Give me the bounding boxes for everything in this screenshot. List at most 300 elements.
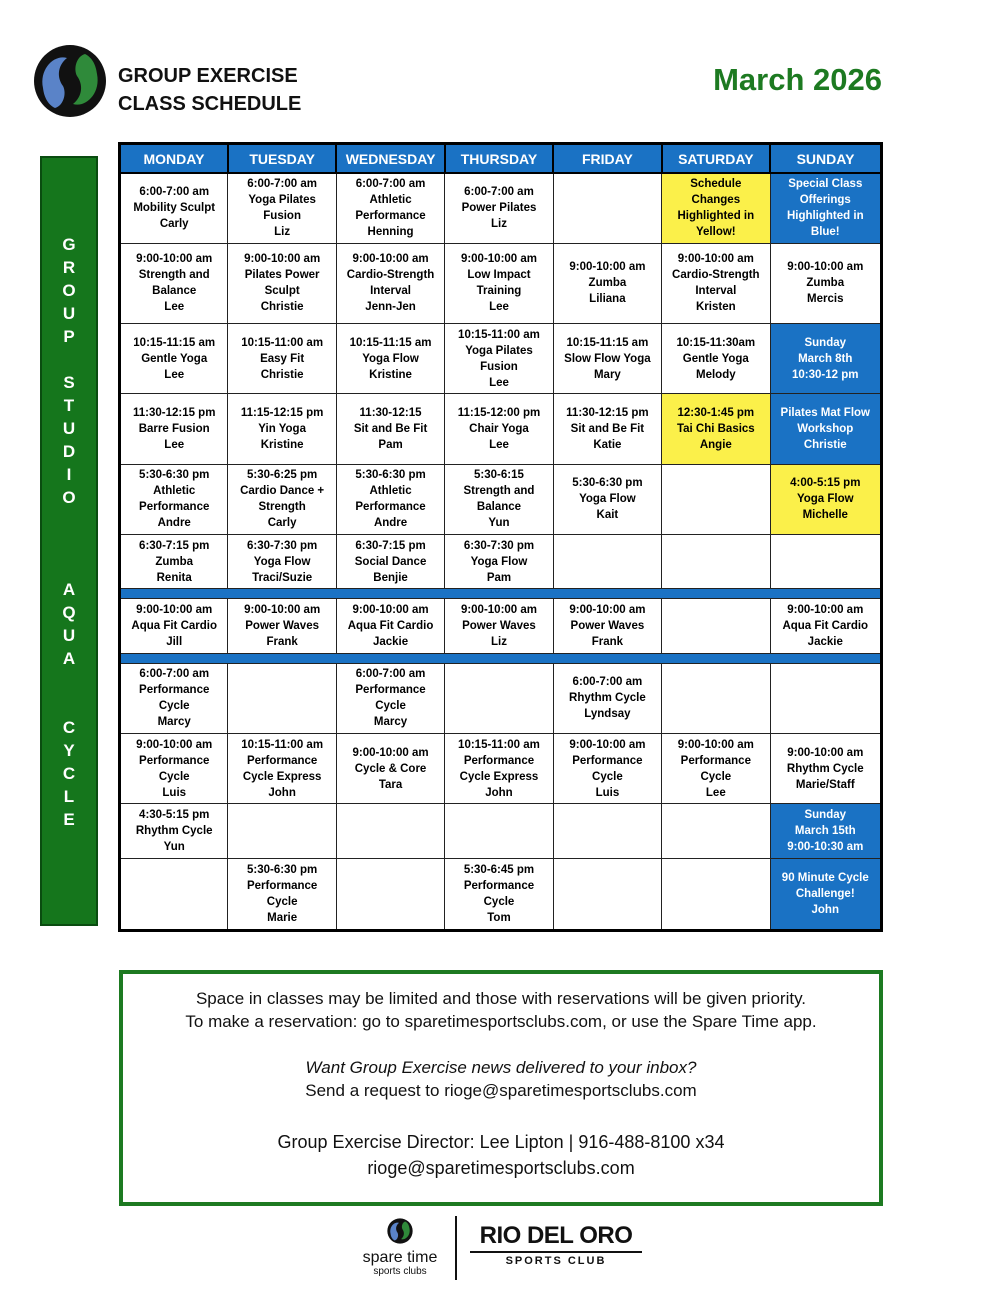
schedule-row <box>120 858 882 930</box>
sidebar-letter: E <box>63 810 75 829</box>
day-header-thursday: THURSDAY <box>445 144 553 174</box>
class-cell <box>336 663 444 733</box>
class-cell-line: 9:00-10:00 am <box>352 746 429 759</box>
class-cell-line: Schedule <box>690 178 742 191</box>
schedule-row <box>120 464 882 534</box>
class-cell-line: Interval <box>695 285 737 298</box>
class-cell-line: 90 Minute Cycle <box>781 871 869 884</box>
class-cell <box>770 804 881 858</box>
day-header-monday: MONDAY <box>120 144 228 174</box>
newsletter-request: Send a request to rioge@sparetimesportsclubs.com <box>305 1081 697 1100</box>
class-cell-line: Renita <box>156 571 192 584</box>
class-cell <box>445 858 553 930</box>
sidebar-letter: C <box>62 764 76 783</box>
schedule-row <box>120 663 882 733</box>
class-cell-line: Cycle & Core <box>354 762 427 775</box>
sidebar-letter: G <box>62 235 76 254</box>
schedule-row <box>120 394 882 464</box>
class-cell-line: Tara <box>378 778 403 791</box>
class-cell <box>662 243 770 323</box>
empty-cell <box>228 804 336 858</box>
sidebar-gap <box>42 670 96 693</box>
class-cell-line: Tai Chi Basics <box>676 423 755 436</box>
class-cell-line: 6:00-7:00 am <box>572 676 643 689</box>
spare-time-logo-icon <box>33 44 107 118</box>
sidebar-gap <box>42 693 96 716</box>
class-cell-line: 9:00-10:00 am <box>460 253 538 266</box>
sidebar-letter: T <box>63 396 75 415</box>
class-cell <box>445 243 553 323</box>
class-cell <box>662 324 770 394</box>
class-cell-line: 10:15-11:15 am <box>566 336 649 349</box>
class-cell-line: Sculpt <box>264 285 300 298</box>
class-cell-line: Lee <box>164 439 185 452</box>
class-cell <box>120 243 228 323</box>
day-header-row <box>120 144 882 174</box>
schedule-row <box>120 173 882 243</box>
class-cell-line: Michelle <box>802 509 848 522</box>
class-cell-line: Christie <box>260 368 304 381</box>
class-cell-line: Rhythm Cycle <box>135 824 213 837</box>
class-cell-line: Kristen <box>696 301 736 314</box>
class-cell <box>120 464 228 534</box>
class-cell-line: Cycle <box>592 770 623 783</box>
class-cell-line: 5:30-6:15 <box>474 469 524 482</box>
class-cell-line: Changes <box>691 194 741 207</box>
class-cell-line: Sit and Be Fit <box>353 423 428 436</box>
class-cell-line: 5:30-6:30 pm <box>572 477 643 490</box>
class-cell-line: Yoga Pilates <box>248 194 316 207</box>
class-cell <box>553 464 661 534</box>
class-cell-line: 6:00-7:00 am <box>139 186 210 199</box>
class-cell-line: 4:30-5:15 pm <box>139 808 210 821</box>
class-cell-line: Angie <box>699 439 732 452</box>
class-cell-line: 9:00-10:00 am <box>352 253 429 266</box>
class-cell-line: 9:00-10:00 am <box>244 253 321 266</box>
class-cell-line: 10:15-11:00 am <box>458 328 540 341</box>
class-cell-line: Liz <box>490 636 507 649</box>
class-cell-line: Performance <box>463 754 535 767</box>
class-cell-line: Cycle <box>158 770 190 783</box>
class-cell-line: Cycle Express <box>242 770 322 783</box>
class-cell-line: Power Pilates <box>461 202 537 215</box>
class-cell-line: Christie <box>260 301 304 314</box>
class-cell-line: Zumba <box>806 277 845 290</box>
class-cell-line: 11:30-12:15 pm <box>566 407 649 420</box>
class-cell-line: Athletic <box>369 485 412 498</box>
director-contact: Group Exercise Director: Lee Lipton | 916-488-8100 x34 <box>277 1132 725 1152</box>
class-cell-line: Luis <box>162 786 187 799</box>
class-cell-line: Yoga Flow <box>253 555 311 568</box>
class-cell <box>336 464 444 534</box>
class-cell-line: Cardio-Strength <box>346 269 435 282</box>
class-cell-line: 10:15-11:15 am <box>133 336 216 349</box>
class-cell <box>228 243 336 323</box>
class-cell-line: Low Impact <box>467 269 531 282</box>
class-cell-line: Henning <box>367 226 414 239</box>
class-cell-line: 9:00-10:00 am <box>352 604 429 617</box>
class-cell <box>770 173 881 243</box>
class-cell <box>770 394 881 464</box>
class-cell-line: Marie <box>267 911 298 924</box>
class-cell-line: Kait <box>596 509 619 522</box>
class-cell-line: 6:00-7:00 am <box>139 668 210 681</box>
class-cell-line: Pilates Power <box>244 269 320 282</box>
class-cell <box>336 243 444 323</box>
class-cell <box>770 324 881 394</box>
class-cell-line: Jackie <box>372 636 409 649</box>
footer-brand-sub: sports clubs <box>373 1266 427 1277</box>
class-cell <box>120 173 228 243</box>
class-cell <box>228 535 336 589</box>
sidebar-letter: O <box>62 488 76 507</box>
class-cell <box>553 733 661 803</box>
sidebar-letter: R <box>62 258 76 277</box>
class-cell-line: Jenn-Jen <box>365 301 416 314</box>
class-cell-line: 10:15-11:00 am <box>241 738 324 751</box>
class-cell-line: Performance <box>139 754 210 767</box>
class-cell <box>445 599 553 653</box>
class-cell-line: 9:00-10:00 am <box>677 253 754 266</box>
empty-cell <box>662 804 770 858</box>
class-cell-line: Performance <box>572 754 643 767</box>
class-cell <box>120 535 228 589</box>
sidebar-letter: A <box>62 580 76 599</box>
class-cell-line: Melody <box>696 368 736 381</box>
class-cell <box>553 599 661 653</box>
day-header-tuesday: TUESDAY <box>228 144 336 174</box>
empty-cell <box>662 464 770 534</box>
class-cell <box>553 243 661 323</box>
class-cell-line: 10:15-11:30am <box>676 336 756 349</box>
class-cell-line: Lee <box>489 376 509 389</box>
class-cell <box>336 599 444 653</box>
class-cell-line: Christie <box>803 439 847 452</box>
class-cell-line: Traci/Suzie <box>252 571 313 584</box>
class-cell-line: 10:15-11:15 am <box>349 336 432 349</box>
sidebar-letter: U <box>62 419 76 438</box>
class-cell-line: Pam <box>378 439 403 452</box>
class-cell-line: Aqua Fit Cardio <box>131 620 218 633</box>
class-cell <box>228 733 336 803</box>
class-cell-line: Gentle Yoga <box>682 352 749 365</box>
class-cell-line: Zumba <box>588 277 627 290</box>
class-cell-line: Jackie <box>807 636 843 649</box>
class-cell-line: 6:30-7:15 pm <box>355 539 426 552</box>
class-cell <box>336 394 444 464</box>
class-cell-line: Lee <box>164 301 185 314</box>
class-cell-line: Yoga Flow <box>470 555 528 568</box>
class-cell-line: Performance <box>246 879 318 892</box>
day-header-wednesday: WEDNESDAY <box>336 144 444 174</box>
empty-cell <box>445 663 553 733</box>
class-cell-line: Marie/Staff <box>795 778 855 791</box>
class-cell-line: 5:30-6:25 pm <box>246 469 318 482</box>
class-cell-line: 11:30-12:15 pm <box>132 407 216 420</box>
class-cell-line: Katie <box>593 439 622 452</box>
class-cell <box>120 663 228 733</box>
class-cell-line: Lyndsay <box>584 708 631 721</box>
class-cell-line: Lee <box>489 439 509 452</box>
class-cell-line: Yun <box>488 517 510 530</box>
class-cell-line: 5:30-6:30 pm <box>139 469 210 482</box>
class-cell <box>228 324 336 394</box>
class-cell-line: 5:30-6:45 pm <box>463 863 535 876</box>
class-cell-line: Marcy <box>157 716 191 729</box>
class-cell-line: Benjie <box>373 571 408 584</box>
empty-cell <box>120 858 228 930</box>
class-cell-line: Performance <box>355 501 426 514</box>
sidebar-letter: S <box>63 373 75 392</box>
class-cell-line: Rhythm Cycle <box>569 692 646 705</box>
title-line-1: GROUP EXERCISE <box>118 65 298 87</box>
class-cell-line: 9:00-10:00 am <box>569 738 646 751</box>
class-cell <box>445 464 553 534</box>
class-cell-line: Special Class <box>788 178 863 191</box>
class-cell-line: Strength and <box>463 485 535 498</box>
priority-note: Space in classes may be limited and those with reservations will be given priority. <box>195 989 807 1008</box>
class-cell-line: 9:00-10:00 am <box>569 604 646 617</box>
class-cell-line: Mobility Sculpt <box>133 202 216 215</box>
class-cell-line: Jill <box>166 636 183 649</box>
class-cell-line: Cycle <box>483 895 515 908</box>
class-cell-line: Performance <box>246 754 318 767</box>
class-cell <box>770 243 881 323</box>
club-name: RIO DEL ORO <box>479 1222 633 1249</box>
sidebar-word-group-studio <box>42 233 96 509</box>
class-cell-line: March 8th <box>798 352 853 365</box>
class-cell-line: 11:30-12:15 <box>359 407 422 420</box>
class-cell-line: 9:00-10:00 am <box>569 261 646 274</box>
class-cell-line: Rhythm Cycle <box>786 762 864 775</box>
class-cell-line: Performance <box>463 879 535 892</box>
empty-cell <box>770 535 881 589</box>
footer-brand <box>355 1218 445 1278</box>
club-subtitle: SPORTS CLUB <box>505 1255 607 1267</box>
class-schedule-table <box>118 142 883 932</box>
sidebar-letter: I <box>66 465 72 484</box>
class-cell <box>336 733 444 803</box>
class-cell-line: John <box>268 786 296 799</box>
empty-cell <box>553 858 661 930</box>
class-cell <box>553 663 661 733</box>
class-cell-line: Performance <box>355 684 426 697</box>
class-cell-line: Cycle <box>158 700 190 713</box>
class-cell-line: 4:00-5:15 pm <box>790 477 861 490</box>
empty-cell <box>662 599 770 653</box>
class-cell-line: Cycle <box>375 700 406 713</box>
class-cell-line: Yoga Flow <box>362 352 419 365</box>
class-cell-line: Tom <box>487 911 511 924</box>
class-cell-line: 9:00-10:00 am <box>787 746 864 759</box>
class-cell <box>445 394 553 464</box>
schedule-row <box>120 535 882 589</box>
class-cell-line: 6:30-7:30 pm <box>246 539 318 552</box>
class-cell-line: 10:15-11:00 am <box>241 336 324 349</box>
class-cell-line: 10:15-11:00 am <box>458 738 540 751</box>
class-cell-line: Yoga Flow <box>579 493 636 506</box>
class-cell-line: Performance <box>139 684 210 697</box>
class-cell-line: Frank <box>591 636 624 649</box>
day-header-saturday: SATURDAY <box>662 144 770 174</box>
class-cell <box>336 324 444 394</box>
class-cell-line: Cardio-Strength <box>672 269 760 282</box>
separator-bar <box>120 589 882 599</box>
class-cell-line: Zumba <box>155 555 194 568</box>
class-cell-line: Pam <box>486 571 512 584</box>
class-cell-line: 9:00-10:00 am <box>460 604 538 617</box>
class-cell-line: 9:00-10:00 am <box>787 261 864 274</box>
class-cell-line: 9:00-10:00 am <box>787 604 864 617</box>
class-cell <box>336 173 444 243</box>
day-header-sunday: SUNDAY <box>770 144 881 174</box>
class-cell-line: Mercis <box>807 293 844 306</box>
class-cell-line: 5:30-6:30 pm <box>355 469 426 482</box>
class-cell-line: Cardio Dance + <box>240 485 325 498</box>
class-cell-line: Aqua Fit Cardio <box>782 620 869 633</box>
class-cell-line: Performance <box>355 210 426 223</box>
class-cell <box>445 173 553 243</box>
club-logo <box>470 1222 642 1267</box>
sidebar-letter: Y <box>63 741 75 760</box>
sidebar-letter: A <box>62 649 76 668</box>
class-cell-line: Andre <box>157 517 191 530</box>
class-cell-line: Fusion <box>263 210 301 223</box>
class-cell-line: 9:00-10:00 am <box>136 253 213 266</box>
class-cell-line: Training <box>476 285 522 298</box>
contact-email: rioge@sparetimesportsclubs.com <box>367 1158 635 1178</box>
class-cell-line: Highlighted in <box>786 210 864 223</box>
class-cell-line: 6:00-7:00 am <box>247 178 317 191</box>
sidebar-letter: U <box>62 304 76 323</box>
class-cell-line: Blue! <box>810 226 840 239</box>
class-cell-line: Yoga Pilates <box>465 344 533 357</box>
schedule-row <box>120 733 882 803</box>
class-cell-line: Mary <box>593 368 621 381</box>
schedule-month: March 2026 <box>713 62 882 97</box>
class-cell-line: Strength and <box>138 269 210 282</box>
class-cell-line: 10:30-12 pm <box>792 368 859 381</box>
class-cell-line: Sunday <box>804 808 847 821</box>
club-rule <box>470 1251 642 1253</box>
class-cell <box>120 324 228 394</box>
class-cell <box>336 535 444 589</box>
section-sidebar <box>40 156 98 926</box>
sidebar-gap <box>42 348 96 371</box>
class-cell-line: Frank <box>266 636 298 649</box>
class-cell-line: Sunday <box>804 336 847 349</box>
empty-cell <box>553 173 661 243</box>
class-cell-line: Social Dance <box>354 555 427 568</box>
class-cell <box>120 804 228 858</box>
sidebar-letter: D <box>62 442 76 461</box>
class-cell-line: 11:15-12:15 pm <box>240 407 324 420</box>
class-cell-line: 6:30-7:30 pm <box>463 539 535 552</box>
class-cell-line: Power Waves <box>462 620 536 633</box>
class-cell-line: Lee <box>489 301 509 314</box>
class-cell-line: Performance <box>139 501 210 514</box>
empty-cell <box>553 535 661 589</box>
class-cell-line: 6:30-7:15 pm <box>139 539 210 552</box>
class-cell-line: Balance <box>152 285 197 298</box>
reservation-note: To make a reservation: go to sparetimesportsclubs.com, or use the Spare Time app. <box>185 1012 817 1031</box>
class-cell-line: Luis <box>595 786 620 799</box>
class-cell-line: Andre <box>373 517 408 530</box>
class-cell-line: Highlighted in <box>677 210 755 223</box>
class-cell-line: Cycle <box>700 770 732 783</box>
sidebar-letter: L <box>63 787 75 806</box>
class-cell-line: Carly <box>159 218 189 231</box>
class-cell-line: Cycle Express <box>459 770 539 783</box>
info-box <box>119 970 883 1206</box>
class-cell-line: 9:00-10:00 am <box>136 738 213 751</box>
sidebar-letter: P <box>63 327 75 346</box>
footer-divider <box>455 1216 457 1280</box>
class-cell-line: John <box>811 903 839 916</box>
class-cell <box>120 599 228 653</box>
sidebar-letter: U <box>62 626 76 645</box>
class-cell-line: Gentle Yoga <box>141 352 208 365</box>
class-cell <box>770 858 881 930</box>
class-cell <box>662 733 770 803</box>
class-cell-line: Offerings <box>799 194 851 207</box>
class-cell <box>662 394 770 464</box>
empty-cell <box>662 858 770 930</box>
class-cell-line: Liz <box>490 218 507 231</box>
newsletter-prompt: Want Group Exercise news delivered to your inbox? <box>305 1058 697 1077</box>
class-cell-line: 6:00-7:00 am <box>355 178 426 191</box>
class-cell-line: Lee <box>705 786 726 799</box>
spare-time-footer-icon <box>387 1218 413 1244</box>
sidebar-word-aqua-cycle <box>42 578 96 831</box>
schedule-row <box>120 599 882 653</box>
class-cell-line: Yun <box>163 840 185 853</box>
empty-cell <box>445 804 553 858</box>
class-cell-line: Sit and Be Fit <box>570 423 645 436</box>
sidebar-letter: C <box>62 718 76 737</box>
class-cell-line: 9:00-10:30 am <box>787 840 864 853</box>
class-cell <box>770 733 881 803</box>
class-cell-line: Balance <box>476 501 522 514</box>
class-cell-line: 9:00-10:00 am <box>244 604 321 617</box>
class-cell-line: 9:00-10:00 am <box>136 604 213 617</box>
class-cell <box>228 394 336 464</box>
class-cell-line: Yellow! <box>696 226 736 239</box>
class-cell-line: Liz <box>274 226 291 239</box>
sidebar-letter: O <box>62 281 76 300</box>
class-cell-line: 9:00-10:00 am <box>677 738 754 751</box>
class-cell-line: Strength <box>258 501 306 514</box>
class-cell-line: Barre Fusion <box>138 423 210 436</box>
class-cell-line: Power Waves <box>570 620 645 633</box>
class-cell <box>120 733 228 803</box>
class-cell-line: Slow Flow Yoga <box>564 352 651 365</box>
class-cell-line: 6:00-7:00 am <box>464 186 534 199</box>
class-cell-line: Athletic <box>153 485 196 498</box>
class-cell-line: Yin Yoga <box>258 423 306 436</box>
title-line-2: CLASS SCHEDULE <box>118 93 302 115</box>
empty-cell <box>336 804 444 858</box>
class-cell <box>553 394 661 464</box>
class-cell-line: Chair Yoga <box>469 423 529 436</box>
schedule-title <box>118 62 301 118</box>
empty-cell <box>228 663 336 733</box>
class-cell-line: Pilates Mat Flow <box>780 407 870 420</box>
empty-cell <box>336 858 444 930</box>
class-cell <box>120 394 228 464</box>
class-cell-line: 11:15-12:00 pm <box>457 407 541 420</box>
class-cell <box>228 858 336 930</box>
